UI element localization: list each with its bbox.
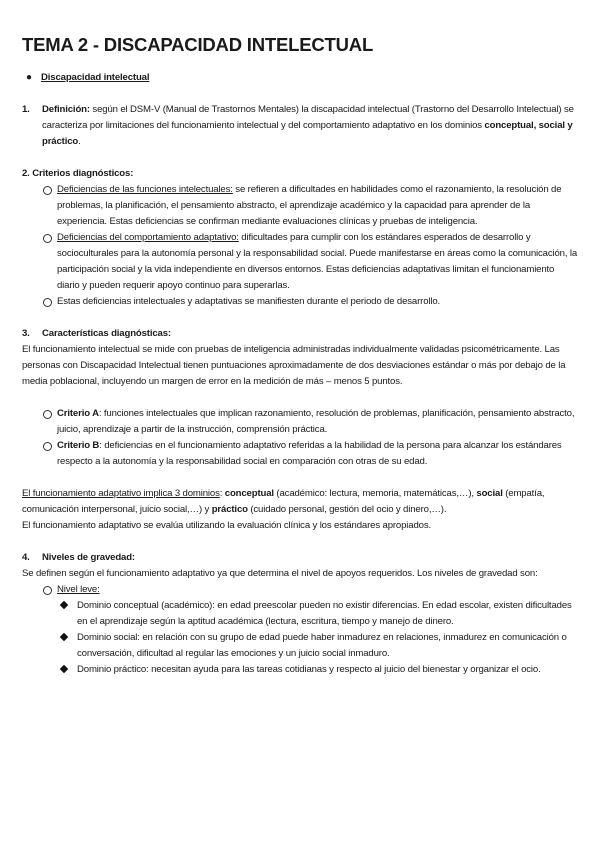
hollow-circle-bullet-icon (42, 438, 57, 470)
item-label: Deficiencias de las funciones intelectuales: (57, 184, 233, 195)
list-item (42, 406, 578, 438)
hollow-circle-bullet-icon (42, 294, 57, 310)
section-number: 4. (22, 552, 30, 563)
diamond-bullet-icon (60, 630, 77, 662)
sub-item-text: Dominio práctico: necesitan ayuda para las tareas cotidianas y respecto al juicio del bienestar y organizar el ocio. (77, 664, 541, 675)
section-criterios-heading: 2. Criterios diagnósticos: (22, 168, 134, 179)
nivel-leve-label: Nivel leve: (57, 584, 100, 595)
definition-label: Definición: (42, 104, 90, 115)
diamond-bullet-icon (60, 598, 77, 630)
section-number: 3. (22, 328, 30, 339)
list-item (42, 438, 578, 470)
item-text: Estas deficiencias intelectuales y adaptativas se manifiesten durante el periodo de desarrollo. (57, 296, 441, 307)
item-label: Deficiencias del comportamiento adaptativo: (57, 232, 239, 243)
text-fragment: (académico: lectura, memoria, matemáticas,…), (273, 488, 477, 499)
niveles-intro: Se definen según el funcionamiento adaptativo ya que determina el nivel de apoyos requeridos. Los niveles de gravedad son: (22, 568, 538, 579)
list-item (42, 294, 578, 310)
definition-domains: conceptual, social y práctico (42, 120, 573, 147)
section-caracteristicas-heading (22, 326, 578, 342)
text-fragment: (empatía, comunicación interpersonal, juicio social,…) y (22, 488, 545, 515)
list-item (42, 182, 578, 230)
sub-list-item (60, 662, 578, 678)
item-text: se refieren a dificultades en habilidades como el razonamiento, la resolución de problemas, la planificación, el pensamiento abstracto, el aprendizaje académico y la capacidad para aprender de la experiencia. Estas deficiencias se confirman mediante evaluaciones clínicas y pruebas de inteligencia. (57, 184, 562, 227)
bullet-dot-icon: ● (26, 72, 32, 83)
criterio-label: Criterio B (57, 440, 100, 451)
hollow-circle-bullet-icon (42, 182, 57, 230)
criterio-text: : funciones intelectuales que implican razonamiento, resolución de problemas, planificación, pensamiento abstracto, juicio, aprendizaje a partir de la instrucción, comprensión práctica. (57, 408, 575, 435)
sub-list-item (60, 598, 578, 630)
hollow-circle-bullet-icon (42, 230, 57, 294)
evaluacion-paragraph: El funcionamiento adaptativo se evalúa utilizando la evaluación clínica y los estándares apropiados. (22, 520, 431, 531)
text-fragment: : (219, 488, 225, 499)
sub-item-text: Dominio conceptual (académico): en edad preescolar pueden no existir diferencias. En edad escolar, existen dificultades en el aprendizaje según la aptitud académica (lectura, escritura, tiempo y manejo de dinero. (77, 600, 572, 627)
definition-end: . (78, 136, 81, 147)
section-niveles-heading (22, 550, 578, 566)
page-title: TEMA 2 - DISCAPACIDAD INTELECTUAL (22, 34, 374, 55)
sub-list-item (60, 630, 578, 662)
section-heading: Niveles de gravedad: (42, 552, 135, 563)
dominios-paragraph (22, 486, 578, 518)
section-heading: Características diagnósticas: (42, 328, 171, 339)
hollow-circle-bullet-icon (42, 406, 57, 438)
section-number: 1. (22, 104, 30, 115)
definition-paragraph (42, 102, 578, 150)
diamond-bullet-icon (60, 662, 77, 678)
item-text: dificultades para cumplir con los estándares esperados de desarrollo y socioculturales para la autonomía personal y la responsabilidad social. Puede manifestarse en áreas como la comunicación, la participación social y la vida independiente en diversos entornos. Estas deficiencias adaptativas limitan el funcionamiento diario y pueden requerir apoyo continuo para superarlas. (57, 232, 578, 291)
criterio-label: Criterio A (57, 408, 99, 419)
definition-text: según el DSM-V (Manual de Trastornos Mentales) la discapacidad intelectual (Trastorno del Desarrollo Intelectual) se caracteriza por limitaciones del funcionamiento intelectual y del comportamiento adaptativo en los dominios (42, 104, 574, 131)
topic-bullet (26, 70, 578, 86)
sub-item-text: Dominio social: en relación con su grupo de edad puede haber inmadurez en relaciones, inmadurez en comunicación o conversación, dificultad al regular las emociones y un juicio social inmaduro. (77, 632, 567, 659)
list-item (42, 230, 578, 294)
document-page (22, 34, 578, 678)
domain-practico: práctico (211, 504, 248, 515)
hollow-circle-bullet-icon (42, 582, 57, 598)
topic-label: Discapacidad intelectual (41, 72, 150, 83)
domain-social: social (476, 488, 503, 499)
list-item (42, 582, 578, 598)
domain-conceptual: conceptual (224, 488, 274, 499)
criterio-text: : deficiencias en el funcionamiento adaptativo referidas a la habilidad de la persona para alcanzar los estándares respecto a la autonomía y la responsabilidad social en comparación con otras de su edad. (57, 440, 562, 467)
section-definicion (22, 102, 578, 150)
text-fragment: (cuidado personal, gestión del ocio y dinero,…). (247, 504, 447, 515)
dominios-label: El funcionamiento adaptativo implica 3 dominios (22, 488, 220, 499)
caracteristicas-intro: El funcionamiento intelectual se mide con pruebas de inteligencia administradas individualmente validadas psicométricamente. Las personas con Discapacidad Intelectual tienen puntuaciones aproximadamente de dos desviaciones estándar o más por debajo de la media poblacional, incluyendo un margen de error en la medición de más – menos 5 puntos. (22, 344, 566, 387)
